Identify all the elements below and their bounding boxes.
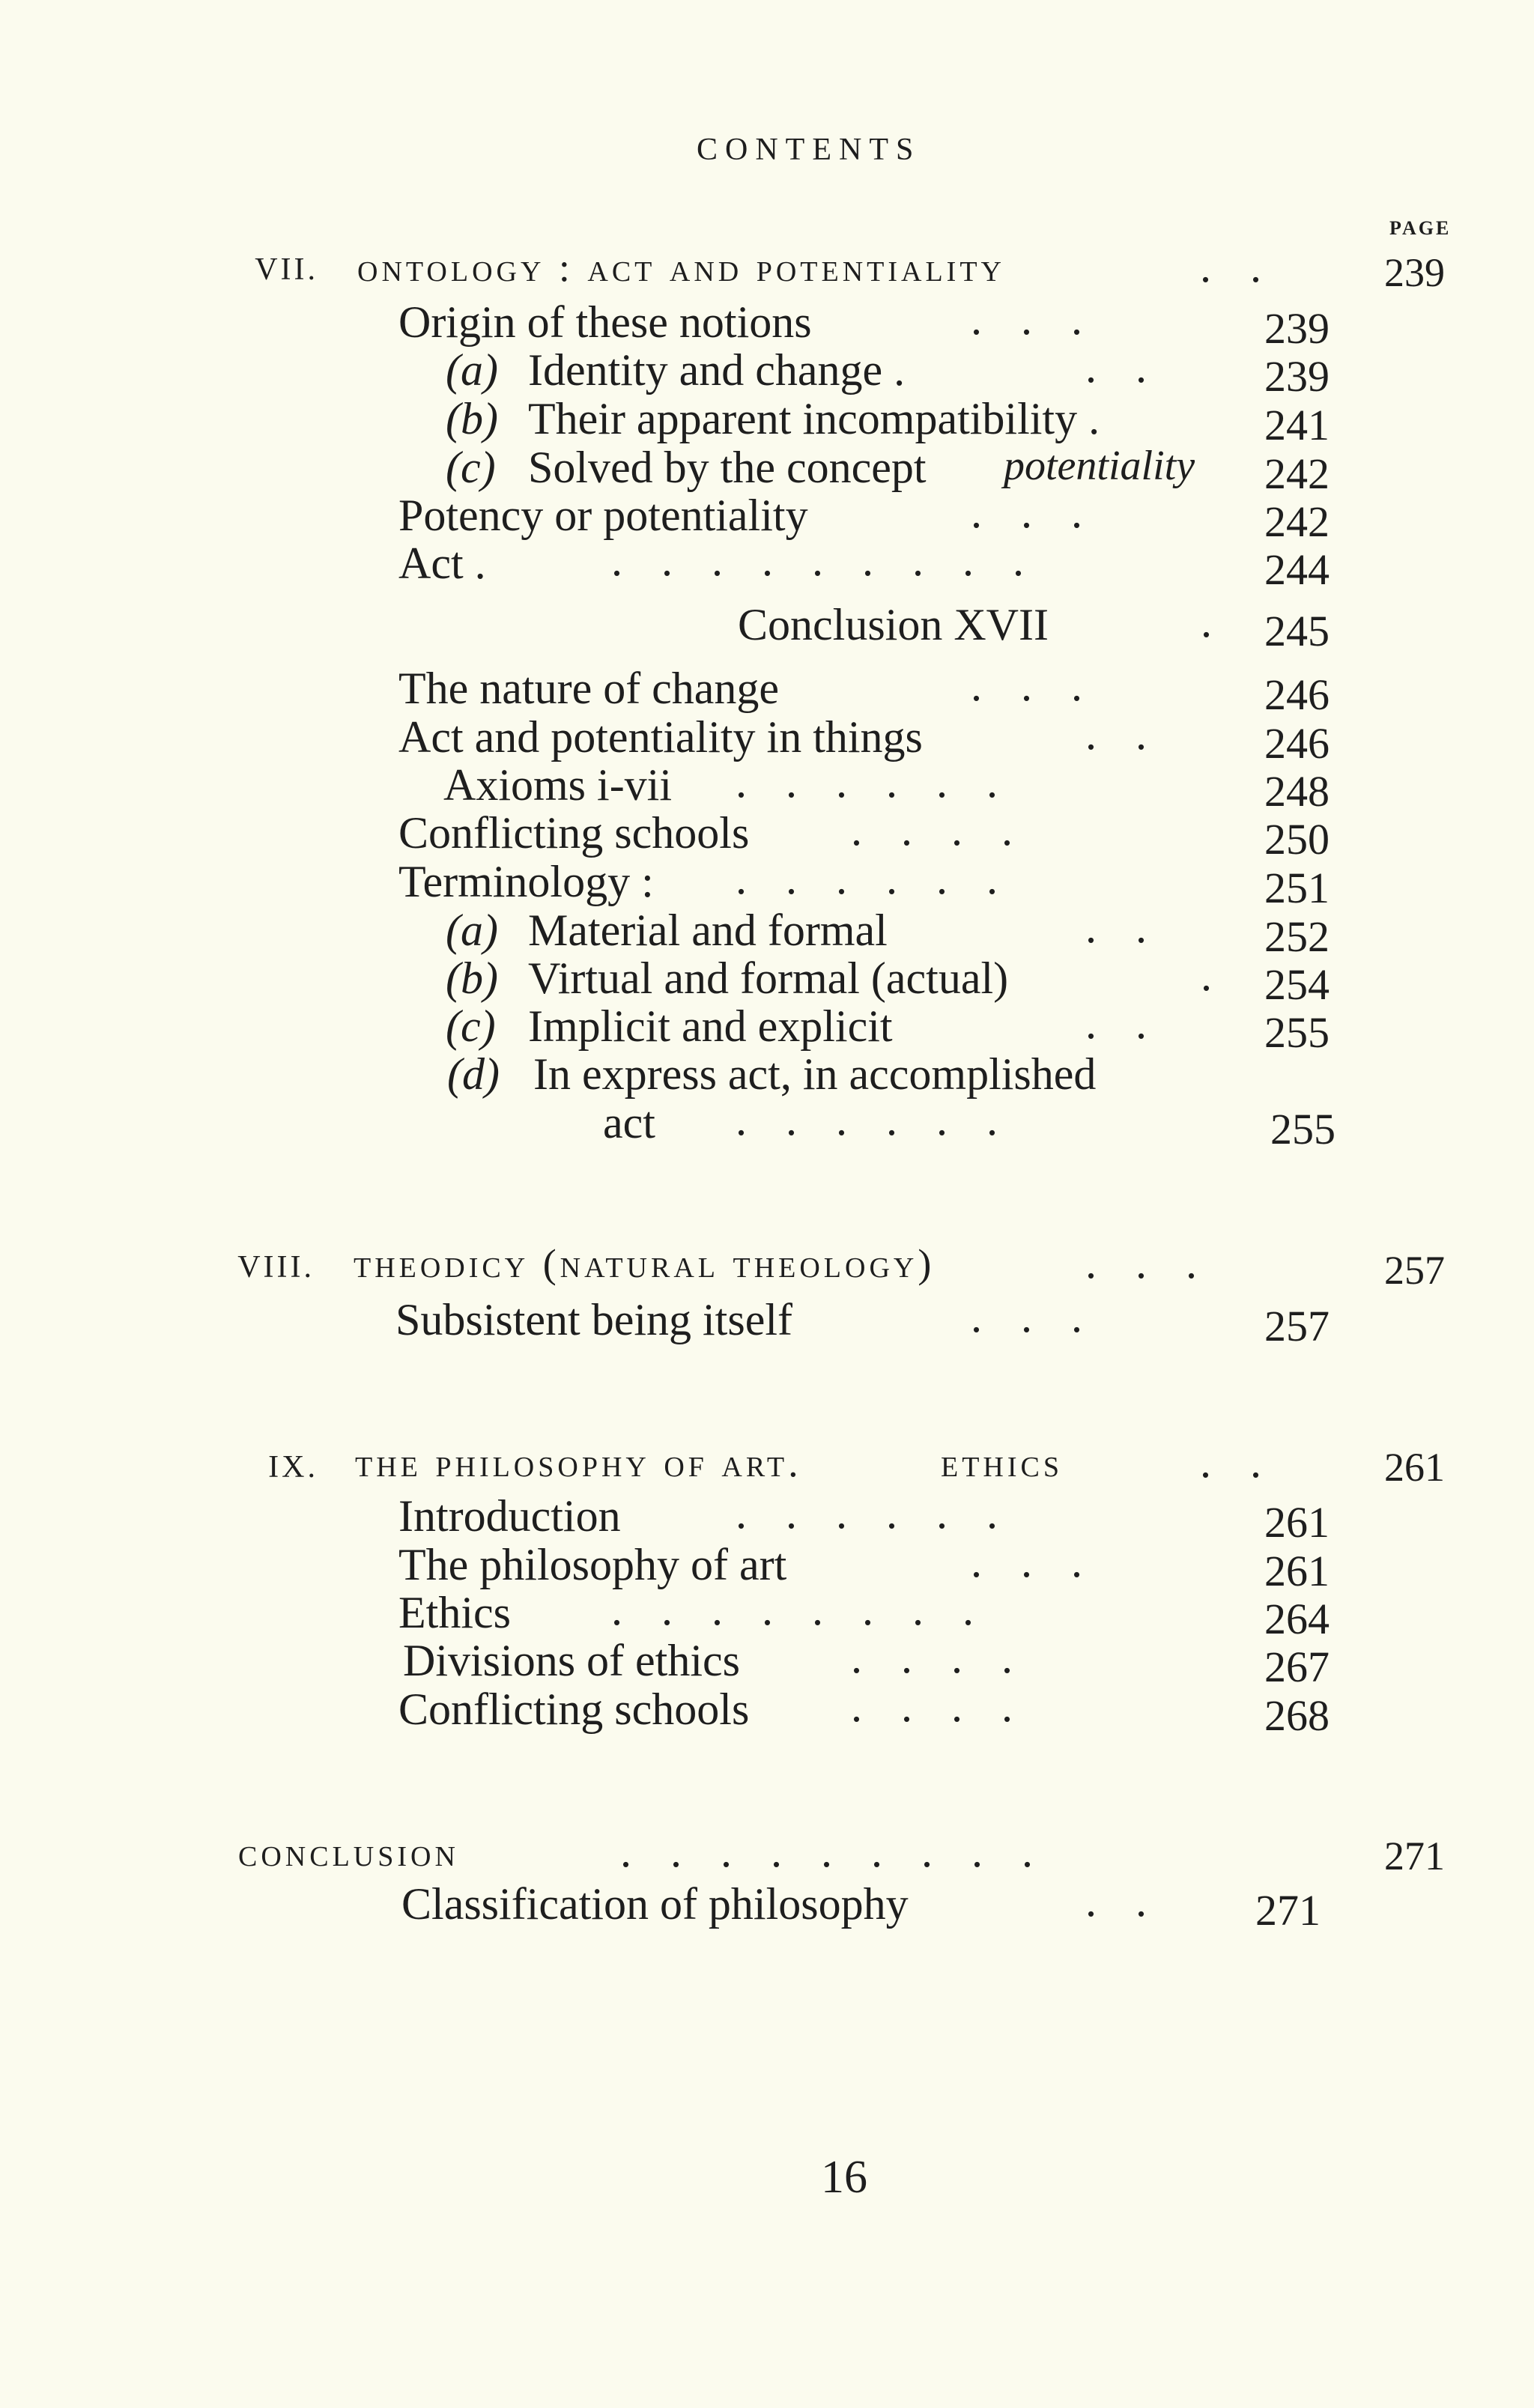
toc-entry-label: Subsistent being itself bbox=[395, 1295, 792, 1344]
toc-entry-page: 239 bbox=[1264, 352, 1330, 401]
toc-entry-label: The nature of change bbox=[398, 664, 780, 713]
toc-entry-label: Divisions of ethics bbox=[403, 1636, 740, 1685]
toc-entry-label: Solved by the concept bbox=[528, 443, 927, 492]
chapter-numeral: VIII. bbox=[237, 1250, 315, 1285]
leader-dots: ...... bbox=[736, 1095, 1037, 1144]
toc-entry-page: 250 bbox=[1264, 815, 1330, 864]
toc-entry-label: Virtual and formal (actual) bbox=[528, 953, 1009, 1003]
toc-entry-label: Act . bbox=[398, 539, 486, 588]
toc-entry-label: Potency or potentiality bbox=[398, 491, 808, 540]
chapter-page: 271 bbox=[1384, 1834, 1445, 1878]
leader-dots: .... bbox=[851, 1681, 1052, 1731]
toc-entry-marker: (c) bbox=[446, 443, 496, 492]
toc-entry-page: 239 bbox=[1264, 304, 1330, 353]
toc-entry-label: Their apparent incompatibility . bbox=[528, 394, 1100, 443]
toc-entry-label: Conclusion XVII bbox=[738, 600, 1049, 649]
toc-entry-label: Ethics bbox=[398, 1588, 511, 1637]
toc-entry-page: 245 bbox=[1264, 607, 1330, 655]
leader-dots: ... bbox=[971, 661, 1121, 710]
toc-entry-label: In express act, in accomplished bbox=[533, 1049, 1097, 1099]
leader-dots: ...... bbox=[736, 757, 1037, 807]
toc-entry-page: 257 bbox=[1264, 1302, 1330, 1350]
toc-entry-label: Act and potentiality in things bbox=[398, 712, 923, 762]
chapter-page: 257 bbox=[1384, 1248, 1445, 1293]
leader-dots: .. bbox=[1085, 998, 1186, 1048]
leader-dots: ...... bbox=[736, 854, 1037, 903]
toc-entry-page: 246 bbox=[1264, 670, 1330, 719]
toc-entry-marker: (c) bbox=[446, 1001, 496, 1051]
toc-entry-label: Classification of philosophy bbox=[401, 1879, 909, 1929]
toc-entry-label: Implicit and explicit bbox=[528, 1001, 893, 1051]
running-head: CONTENTS bbox=[697, 133, 921, 167]
toc-entry-label: Terminology : bbox=[398, 857, 654, 906]
chapter-title: the philosophy of art. bbox=[355, 1440, 802, 1485]
leader-dots: ... bbox=[1085, 1238, 1236, 1288]
chapter-numeral: IX. bbox=[268, 1450, 318, 1484]
leader-dots: .. bbox=[1085, 709, 1186, 759]
leader-dots: .... bbox=[851, 1633, 1052, 1682]
toc-entry-page: 271 bbox=[1255, 1886, 1321, 1935]
toc-entry-label: Introduction bbox=[398, 1491, 621, 1541]
leader-dots: ........ bbox=[611, 1585, 1013, 1634]
toc-entry-marker: (b) bbox=[446, 953, 498, 1003]
toc-entry-label: Conflicting schools bbox=[398, 1684, 750, 1734]
toc-entry-page: 255 bbox=[1264, 1008, 1330, 1057]
leader-dots: . bbox=[1201, 950, 1251, 1000]
toc-entry-page: 241 bbox=[1264, 401, 1330, 449]
leader-dots: .. bbox=[1200, 1437, 1300, 1487]
toc-entry-label: Origin of these notions bbox=[398, 297, 812, 347]
toc-entry-page: 246 bbox=[1264, 719, 1330, 768]
toc-entry-page: 261 bbox=[1264, 1498, 1330, 1547]
leader-dots: ... bbox=[971, 488, 1121, 537]
toc-entry-marker: (d) bbox=[447, 1049, 500, 1099]
leader-dots: .. bbox=[1085, 903, 1186, 952]
page-column-label: PAGE bbox=[1389, 217, 1452, 239]
toc-entry-label: Conflicting schools bbox=[398, 808, 750, 858]
toc-entry-label: The philosophy of art bbox=[398, 1540, 787, 1589]
leader-dots: ... bbox=[971, 1537, 1121, 1586]
toc-entry-page: 251 bbox=[1264, 864, 1330, 912]
toc-entry-label: Identity and change . bbox=[528, 345, 906, 395]
toc-entry-page: 242 bbox=[1264, 449, 1330, 498]
toc-entry-marker: (b) bbox=[446, 394, 498, 443]
chapter-title: ontology : act and potentiality bbox=[357, 245, 1005, 290]
toc-entry-page: 248 bbox=[1264, 767, 1330, 816]
leader-dots: ... bbox=[971, 1292, 1121, 1341]
chapter-page: 239 bbox=[1384, 250, 1445, 295]
toc-entry-page: 242 bbox=[1264, 497, 1330, 546]
leader-dots: . bbox=[1201, 597, 1251, 646]
leader-dots: .. bbox=[1085, 1876, 1186, 1926]
chapter-title: conclusion bbox=[238, 1830, 459, 1875]
toc-entry-continuation: act bbox=[603, 1098, 655, 1147]
toc-entry-emphasis: potentiality bbox=[1004, 443, 1195, 489]
leader-dots: ......... bbox=[611, 536, 1063, 585]
toc-entry-marker: (a) bbox=[446, 345, 498, 395]
toc-entry-page: 252 bbox=[1264, 912, 1330, 961]
toc-entry-page: 268 bbox=[1264, 1691, 1330, 1740]
chapter-title-2: ethics bbox=[941, 1440, 1063, 1485]
toc-entry-label: Axioms i-vii bbox=[443, 760, 673, 810]
leader-dots: .... bbox=[851, 805, 1052, 855]
leader-dots: ......... bbox=[620, 1827, 1072, 1876]
toc-entry-marker: (a) bbox=[446, 906, 498, 955]
toc-entry-page: 254 bbox=[1264, 960, 1330, 1009]
toc-entry-page: 261 bbox=[1264, 1547, 1330, 1595]
leader-dots: ... bbox=[971, 294, 1121, 344]
leader-dots: ...... bbox=[736, 1488, 1037, 1538]
chapter-page: 261 bbox=[1384, 1445, 1445, 1490]
toc-entry-page: 264 bbox=[1264, 1595, 1330, 1643]
leader-dots: .. bbox=[1200, 242, 1300, 291]
toc-entry-label: Material and formal bbox=[528, 906, 888, 955]
page-number: 16 bbox=[821, 2152, 867, 2203]
chapter-title: theodicy (natural theology) bbox=[354, 1241, 936, 1286]
chapter-numeral: VII. bbox=[255, 252, 318, 287]
toc-entry-page: 244 bbox=[1264, 545, 1330, 594]
toc-entry-page: 255 bbox=[1270, 1105, 1336, 1153]
leader-dots: .. bbox=[1085, 342, 1186, 392]
toc-entry-page: 267 bbox=[1264, 1643, 1330, 1691]
